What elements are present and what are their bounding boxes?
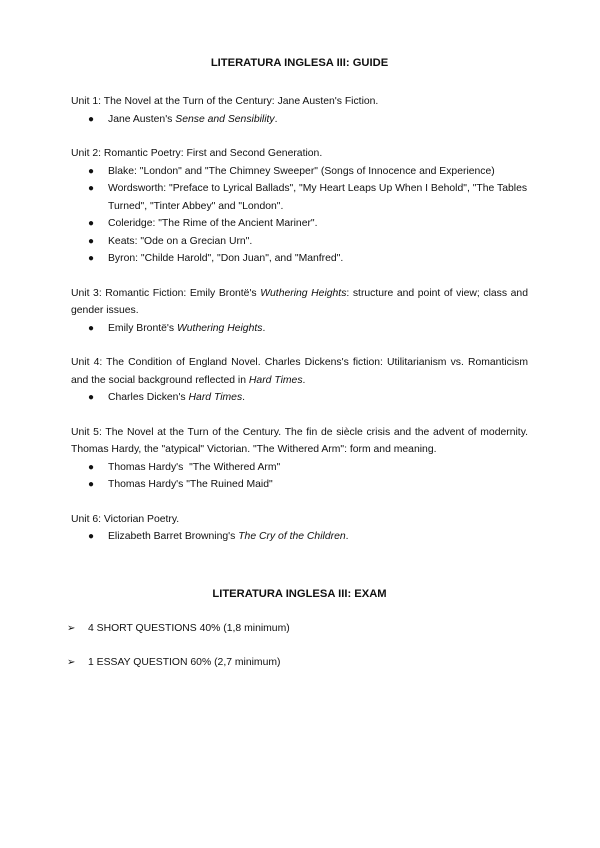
list-item <box>71 476 528 494</box>
unit-1 <box>71 93 528 128</box>
list-item <box>71 320 528 338</box>
bullet-icon: ● <box>88 531 95 542</box>
unit-4 <box>71 354 528 407</box>
bullet-icon: ● <box>88 322 95 334</box>
unit-item-list <box>71 459 528 494</box>
bullet-icon: ● <box>88 235 95 247</box>
item-text: Jane Austen's <box>108 113 176 125</box>
exam-title: LITERATURA INGLESA III: EXAM <box>212 587 387 600</box>
item-text: Keats: "Ode on a Grecian Urn". <box>108 235 253 247</box>
list-item <box>71 389 528 407</box>
item-title: Wuthering Heights <box>176 322 263 334</box>
unit-heading: Unit 1: The Novel at the Turn of the Century: Jane Austen's Fiction. <box>71 96 379 107</box>
unit-5 <box>71 424 528 494</box>
unit-6 <box>71 511 528 546</box>
heading-title: Wuthering Heights <box>260 287 347 299</box>
list-item <box>71 528 528 546</box>
bullet-icon: ● <box>88 183 95 194</box>
bullet-icon: ● <box>88 479 95 490</box>
item-text: Wordsworth: "Preface to Lyrical Ballads", "My Heart Leaps Up When I Behold", "The Tables Turned", "Tinter Abbey" and "London". <box>108 183 528 212</box>
item-text-end: . <box>345 531 349 542</box>
unit-heading <box>71 354 528 389</box>
bullet-icon: ● <box>88 392 95 403</box>
item-text: Thomas Hardy's "The Ruined Maid" <box>108 479 273 490</box>
unit-heading: Unit 5: The Novel at the Turn of the Century. The fin de siècle crisis and the advent of modernity. Thomas Hardy, the "atypical" Victorian. "The Withered Arm": form and meaning. <box>71 426 528 455</box>
heading-text: Unit 3: Romantic Fiction: Emily Brontë's <box>71 287 261 299</box>
unit-item-list <box>71 320 528 338</box>
unit-heading: Unit 2: Romantic Poetry: First and Second Generation. <box>71 148 323 159</box>
heading-text: Unit 4: The Condition of England Novel. Charles Dickens's fiction: Utilitarianism vs. Romanticism and the social background reflected in <box>71 357 528 386</box>
item-text: Emily Brontë's <box>108 322 177 334</box>
list-item <box>71 180 528 215</box>
list-item <box>71 215 528 233</box>
list-item <box>71 111 528 129</box>
exam-item <box>67 620 528 638</box>
heading-text-end: : structure and point of view; class and gender issues. <box>71 287 528 316</box>
heading-title: Hard Times <box>248 374 303 386</box>
list-item <box>71 250 528 268</box>
item-text: Blake: "London" and "The Chimney Sweeper" (Songs of Innocence and Experience) <box>108 165 495 177</box>
item-title: Sense and Sensibility <box>175 113 275 125</box>
guide-title: LITERATURA INGLESA III: GUIDE <box>210 57 389 69</box>
document-content <box>67 56 528 689</box>
unit-item-list <box>71 528 528 546</box>
item-text-end: . <box>242 392 246 403</box>
exam-item-text: 4 SHORT QUESTIONS 40% (1,8 minimum) <box>88 622 290 634</box>
unit-item-list <box>71 111 528 129</box>
unit-2 <box>71 145 528 268</box>
exam-item <box>67 654 528 672</box>
heading-text-end: . <box>302 374 306 386</box>
item-text: Thomas Hardy's "The Withered Arm" <box>108 461 281 473</box>
bullet-icon: ● <box>88 253 95 264</box>
item-text-end: . <box>274 113 278 125</box>
unit-heading <box>71 285 528 320</box>
item-text: Charles Dicken's <box>108 392 189 403</box>
unit-item-list <box>71 163 528 268</box>
item-title: Hard Times <box>188 392 243 403</box>
item-text: Coleridge: "The Rime of the Ancient Mariner". <box>108 218 318 229</box>
item-text: Byron: "Childe Harold", "Don Juan", and "Manfred". <box>108 253 344 264</box>
bullet-icon: ● <box>88 218 95 229</box>
bullet-icon: ● <box>88 165 95 177</box>
item-title: The Cry of the Children <box>238 531 346 542</box>
unit-heading: Unit 6: Victorian Poetry. <box>71 513 180 525</box>
list-item <box>71 459 528 477</box>
bullet-icon: ● <box>88 461 95 473</box>
list-item <box>71 163 528 181</box>
unit-item-list <box>71 389 528 407</box>
unit-3 <box>71 285 528 338</box>
arrow-bullet-icon: ➢ <box>67 622 76 634</box>
bullet-icon: ● <box>88 113 95 125</box>
item-text: Elizabeth Barret Browning's <box>108 531 239 542</box>
exam-item-text: 1 ESSAY QUESTION 60% (2,7 minimum) <box>88 657 281 668</box>
item-text-end: . <box>262 322 266 334</box>
arrow-bullet-icon: ➢ <box>67 657 76 668</box>
list-item <box>71 233 528 251</box>
